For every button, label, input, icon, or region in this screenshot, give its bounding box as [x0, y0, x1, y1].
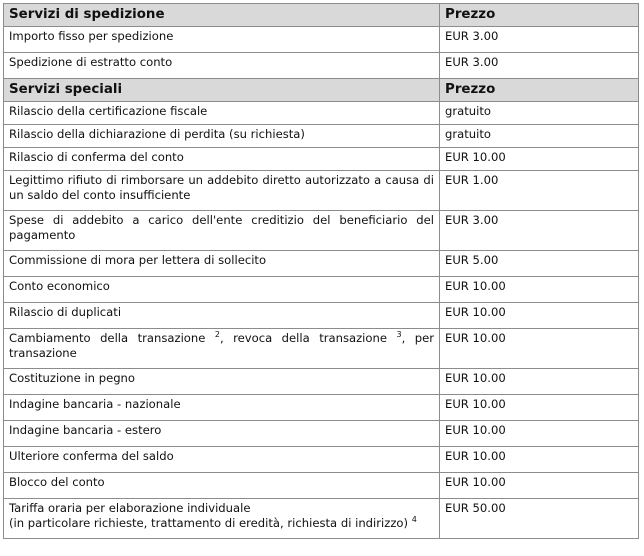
- description-text: Spese di addebito a carico dell'ente creditizio del beneficiario del pagamento: [9, 213, 434, 242]
- service-price: EUR 10.00: [440, 277, 639, 303]
- fee-row-blocco-conto: [4, 473, 639, 499]
- fee-row-spese-addebito: [4, 211, 639, 251]
- service-description: [4, 329, 440, 369]
- fee-table-body: [4, 4, 639, 539]
- fee-row-rifiuto-addebito: [4, 171, 639, 211]
- description-text: Ulteriore conferma del saldo: [9, 449, 174, 463]
- fee-row-duplicati: [4, 303, 639, 329]
- service-description: [4, 148, 440, 171]
- description-text: Spedizione di estratto conto: [9, 55, 173, 69]
- service-price: gratuito: [440, 125, 639, 148]
- service-description: [4, 421, 440, 447]
- fee-row-importo-fisso: [4, 27, 639, 53]
- description-text: Rilascio di conferma del conto: [9, 150, 184, 164]
- section-header-price-label: Prezzo: [440, 4, 639, 27]
- description-text: Blocco del conto: [9, 475, 105, 489]
- service-description: [4, 125, 440, 148]
- service-price: EUR 10.00: [440, 303, 639, 329]
- description-text: , revoca della transazione: [219, 331, 397, 345]
- section-header-price-label: Prezzo: [440, 79, 639, 102]
- service-description: [4, 447, 440, 473]
- description-text: Indagine bancaria - nazionale: [9, 397, 181, 411]
- service-price: EUR 5.00: [440, 251, 639, 277]
- description-text: (in particolare richieste, trattamento di eredità, richiesta di indirizzo): [9, 516, 412, 530]
- fee-row-commissione-mora: [4, 251, 639, 277]
- service-description: [4, 499, 440, 539]
- fee-row-ulteriore-conferma: [4, 447, 639, 473]
- service-description: [4, 53, 440, 79]
- service-price: EUR 10.00: [440, 369, 639, 395]
- service-description: [4, 251, 440, 277]
- service-price: EUR 50.00: [440, 499, 639, 539]
- description-text: Rilascio di duplicati: [9, 305, 122, 319]
- description-text: , per transazione: [9, 331, 434, 360]
- fee-row-dichiarazione-perdita: [4, 125, 639, 148]
- fee-row-estratto-conto: [4, 53, 639, 79]
- section-header-label: Servizi speciali: [4, 79, 440, 102]
- description-text: Rilascio della certificazione fiscale: [9, 104, 208, 118]
- section-header-label: Servizi di spedizione: [4, 4, 440, 27]
- description-text: Tariffa oraria per elaborazione individuale: [9, 501, 251, 515]
- service-price: gratuito: [440, 102, 639, 125]
- fee-row-costituzione-pegno: [4, 369, 639, 395]
- fee-row-cambiamento-transazione: [4, 329, 639, 369]
- section-header-row: [4, 4, 639, 27]
- footnote-marker: 2: [214, 330, 220, 340]
- service-description: [4, 395, 440, 421]
- footnote-marker: 4: [411, 515, 417, 525]
- service-description: [4, 171, 440, 211]
- service-price: EUR 10.00: [440, 473, 639, 499]
- service-price: EUR 3.00: [440, 53, 639, 79]
- service-description: [4, 27, 440, 53]
- fee-row-certificazione-fiscale: [4, 102, 639, 125]
- fee-row-indagine-nazionale: [4, 395, 639, 421]
- description-text: Cambiamento della transazione: [9, 331, 215, 345]
- fee-table: [3, 3, 639, 539]
- fee-row-tariffa-oraria: [4, 499, 639, 539]
- description-text: Costituzione in pegno: [9, 371, 136, 385]
- service-description: [4, 303, 440, 329]
- section-header-row: [4, 79, 639, 102]
- service-description: [4, 369, 440, 395]
- service-price: EUR 1.00: [440, 171, 639, 211]
- description-text: Commissione di mora per lettera di sollecito: [9, 253, 267, 267]
- service-price: EUR 10.00: [440, 148, 639, 171]
- service-price: EUR 10.00: [440, 395, 639, 421]
- description-text: Conto economico: [9, 279, 110, 293]
- service-description: [4, 211, 440, 251]
- service-price: EUR 10.00: [440, 421, 639, 447]
- description-text: Rilascio della dichiarazione di perdita (su richiesta): [9, 127, 305, 141]
- fee-row-conto-economico: [4, 277, 639, 303]
- service-description: [4, 102, 440, 125]
- fee-row-conferma-conto: [4, 148, 639, 171]
- fee-row-indagine-estero: [4, 421, 639, 447]
- description-text: Legittimo rifiuto di rimborsare un addebito diretto autorizzato a causa di un saldo del conto insufficiente: [9, 173, 434, 202]
- description-text: Importo fisso per spedizione: [9, 29, 174, 43]
- service-price: EUR 3.00: [440, 211, 639, 251]
- footnote-marker: 3: [396, 330, 402, 340]
- service-description: [4, 473, 440, 499]
- service-price: EUR 3.00: [440, 27, 639, 53]
- service-price: EUR 10.00: [440, 447, 639, 473]
- description-text: Indagine bancaria - estero: [9, 423, 162, 437]
- service-price: EUR 10.00: [440, 329, 639, 369]
- service-description: [4, 277, 440, 303]
